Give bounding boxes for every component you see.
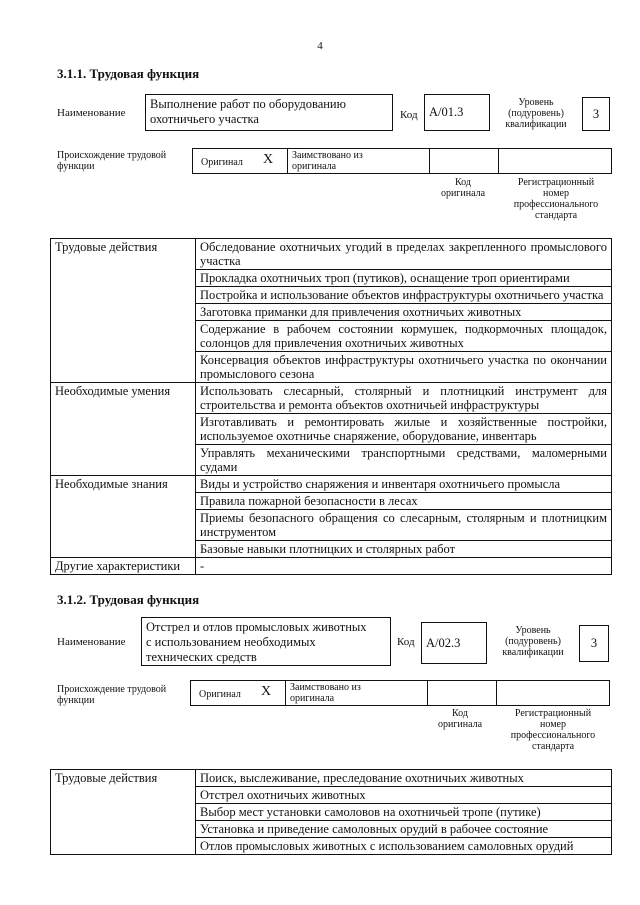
level-label-line: (подуровень) (508, 108, 564, 119)
level-box (582, 97, 610, 131)
registration-line: стандарта (534, 210, 578, 221)
table-cell: Поиск, выслеживание, преследование охотничьих животных (196, 770, 612, 787)
function-name-line: технических средств (146, 650, 257, 664)
original-code-line: Код (452, 708, 468, 719)
origin-box (190, 680, 610, 706)
registration-line: Регистрационный (514, 708, 592, 719)
origin-label (57, 684, 166, 706)
original-label: Оригинал (199, 689, 241, 700)
table-cell: Прокладка охотничьих троп (путиков), оснащение троп ориентирами (196, 270, 612, 287)
function-table (50, 238, 612, 575)
table-cell: Заготовка приманки для привлечения охотничьих животных (196, 304, 612, 321)
level-label-line: (подуровень) (505, 636, 561, 647)
table-cell: Изготавливать и ремонтировать жилые и хозяйственные постройки, используемое охотничье снаряжение, оборудование, инвентарь (196, 414, 612, 445)
table-cell: Содержание в рабочем состоянии кормушек, подкормочных площадок, солонцов для привлечения охотничьих животных (196, 321, 612, 352)
table-row (51, 558, 612, 575)
row-header: Необходимые умения (51, 383, 196, 476)
code-box (424, 94, 490, 131)
cell-divider (285, 681, 286, 705)
table-cell: Обследование охотничьих угодий в пределах закрепленного промыслового участка (196, 239, 612, 270)
level-box (579, 625, 609, 662)
original-label: Оригинал (201, 157, 243, 168)
original-code-label (430, 177, 496, 199)
table-cell: Правила пожарной безопасности в лесах (196, 493, 612, 510)
borrowed-label-line: оригинала (290, 693, 335, 704)
cell-divider (429, 149, 430, 173)
function-name-box (141, 617, 391, 666)
original-code-label (427, 708, 493, 730)
origin-box (192, 148, 612, 174)
registration-line: стандарта (531, 741, 575, 752)
registration-label (497, 708, 609, 752)
row-header: Трудовые действия (51, 770, 196, 855)
table-cell: Отстрел охотничьих животных (196, 787, 612, 804)
row-header: Необходимые знания (51, 476, 196, 558)
table-cell: Отлов промысловых животных с использованием самоловных орудий (196, 838, 612, 855)
original-mark: X (263, 152, 274, 167)
borrowed-label-line: Заимствовано из (290, 682, 361, 693)
original-mark: X (261, 684, 272, 699)
name-label: Наименование (57, 636, 126, 648)
table-cell: Выбор мест установки самоловов на охотничьей тропе (путике) (196, 804, 612, 821)
table-row (51, 239, 612, 270)
function-name-box (145, 94, 393, 131)
level-label (494, 97, 578, 130)
borrowed-label (292, 150, 363, 172)
borrowed-label-line: оригинала (292, 161, 337, 172)
registration-label (500, 177, 612, 221)
section-title: 3.1.1. Трудовая функция (57, 66, 200, 81)
level-label-line: Уровень (515, 625, 551, 636)
row-header: Другие характеристики (51, 558, 196, 575)
origin-label-line: Происхождение трудовой (57, 150, 167, 161)
table-cell: - (196, 558, 612, 575)
code-box (421, 622, 487, 664)
level-value: 3 (590, 636, 598, 650)
table-cell: Установка и приведение самоловных орудий в рабочее состояние (196, 821, 612, 838)
section-title: 3.1.2. Трудовая функция (57, 592, 200, 607)
original-code-line: оригинала (437, 719, 483, 730)
table-cell: Консервация объектов инфраструктуры охотничьего участка по окончании промыслового сезона (196, 352, 612, 383)
function-name-line: Выполнение работ по оборудованию (150, 97, 346, 111)
page-number: 4 (317, 40, 323, 52)
level-label-line: Уровень (518, 97, 554, 108)
cell-divider (496, 681, 497, 705)
code-value: А/02.3 (426, 636, 461, 650)
code-value: А/01.3 (429, 105, 464, 119)
name-label: Наименование (57, 107, 126, 119)
registration-line: номер (540, 719, 566, 730)
level-label-line: квалификации (505, 119, 567, 130)
code-label: Код (400, 109, 418, 121)
original-code-line: Код (455, 177, 471, 188)
level-label-line: квалификации (502, 647, 564, 658)
table-cell: Виды и устройство снаряжения и инвентаря охотничьего промысла (196, 476, 612, 493)
level-label (491, 625, 575, 658)
table-cell: Управлять механическими транспортными средствами, маломерными судами (196, 445, 612, 476)
row-header: Трудовые действия (51, 239, 196, 383)
registration-line: профессионального (510, 730, 596, 741)
origin-label (57, 150, 166, 172)
function-name-line: с использованием необходимых (146, 635, 316, 649)
registration-line: профессионального (513, 199, 599, 210)
table-cell: Базовые навыки плотницких и столярных работ (196, 541, 612, 558)
code-label: Код (397, 636, 415, 648)
table-row (51, 770, 612, 787)
level-value: 3 (592, 107, 600, 121)
function-table (50, 769, 612, 855)
cell-divider (427, 681, 428, 705)
table-cell: Использовать слесарный, столярный и плотницкий инструмент для строительства и ремонта объектов охотничьей инфраструктуры (196, 383, 612, 414)
borrowed-label (290, 682, 361, 704)
registration-line: Регистрационный (517, 177, 595, 188)
table-cell: Постройка и использование объектов инфраструктуры охотничьего участка (196, 287, 612, 304)
table-row (51, 476, 612, 493)
registration-line: номер (543, 188, 569, 199)
origin-label-line: функции (57, 161, 95, 172)
borrowed-label-line: Заимствовано из (292, 150, 363, 161)
origin-label-line: Происхождение трудовой (57, 684, 167, 695)
cell-divider (498, 149, 499, 173)
original-code-line: оригинала (440, 188, 486, 199)
function-name-line: охотничьего участка (150, 112, 259, 126)
table-row (51, 383, 612, 414)
table-cell: Приемы безопасного обращения со слесарным, столярным и плотницким инструментом (196, 510, 612, 541)
cell-divider (287, 149, 288, 173)
origin-label-line: функции (57, 695, 95, 706)
function-name-line: Отстрел и отлов промысловых животных (146, 620, 367, 634)
